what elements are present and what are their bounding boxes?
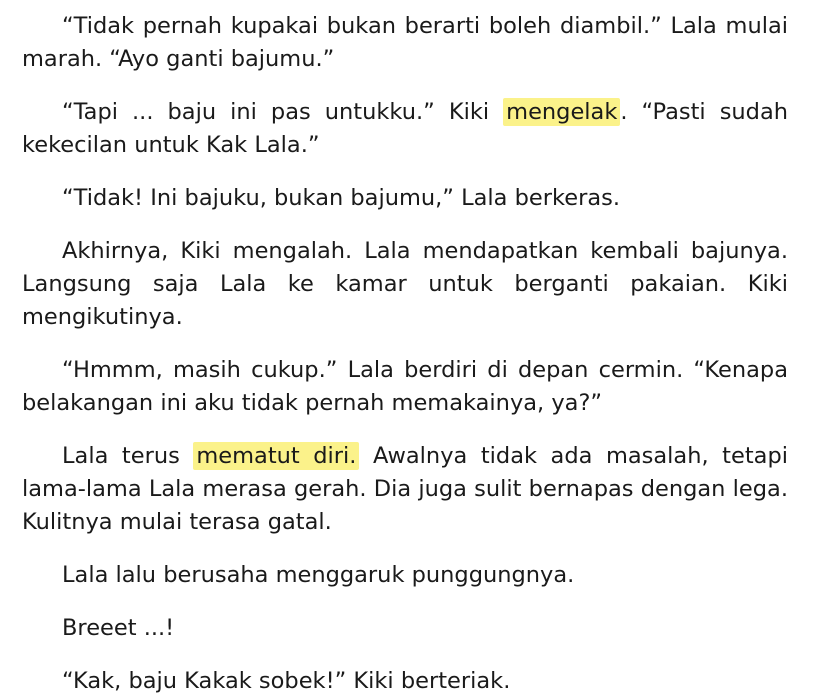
highlighted-word-mengelak: mengelak xyxy=(503,98,620,126)
paragraph-4 xyxy=(22,235,788,334)
paragraph-text: “Tidak! Ini bajuku, bukan bajumu,” Lala berkeras. xyxy=(62,185,620,211)
paragraph-text: Breeet ...! xyxy=(62,615,175,641)
paragraph-text: “Tidak pernah kupakai bukan berarti boleh diambil.” Lala mulai marah. “Ayo ganti bajumu.” xyxy=(22,13,788,72)
paragraph-text: Lala lalu berusaha menggaruk punggungnya. xyxy=(62,562,575,588)
paragraph-1 xyxy=(22,10,788,76)
paragraph-6 xyxy=(22,440,788,539)
paragraph-text-before: Lala terus xyxy=(62,443,194,469)
paragraph-8 xyxy=(22,612,788,645)
paragraph-2 xyxy=(22,96,788,162)
paragraph-5 xyxy=(22,354,788,420)
paragraph-9 xyxy=(22,665,788,698)
paragraph-7 xyxy=(22,559,788,592)
paragraph-text-before: “Tapi ... baju ini pas untukku.” Kiki xyxy=(62,99,504,125)
paragraph-text-after: . “Pasti sudah kekecilan untuk Kak Lala.” xyxy=(22,99,789,158)
paragraph-text: Akhirnya, Kiki mengalah. Lala mendapatkan kembali bajunya. Langsung saja Lala ke kamar untuk berganti pakaian. Kiki mengikutinya. xyxy=(22,238,788,330)
paragraph-text-after: Awalnya tidak ada masalah, tetapi lama-lama Lala merasa gerah. Dia juga sulit bernapas dengan lega. Kulitnya mulai terasa gatal. xyxy=(22,443,788,535)
story-page xyxy=(22,10,788,698)
highlighted-phrase-mematut-diri: mematut diri. xyxy=(193,442,359,470)
paragraph-text: “Kak, baju Kakak sobek!” Kiki berteriak. xyxy=(62,668,511,694)
paragraph-text: “Hmmm, masih cukup.” Lala berdiri di depan cermin. “Kenapa belakangan ini aku tidak pernah memakainya, ya?” xyxy=(22,357,788,416)
paragraph-3 xyxy=(22,182,788,215)
